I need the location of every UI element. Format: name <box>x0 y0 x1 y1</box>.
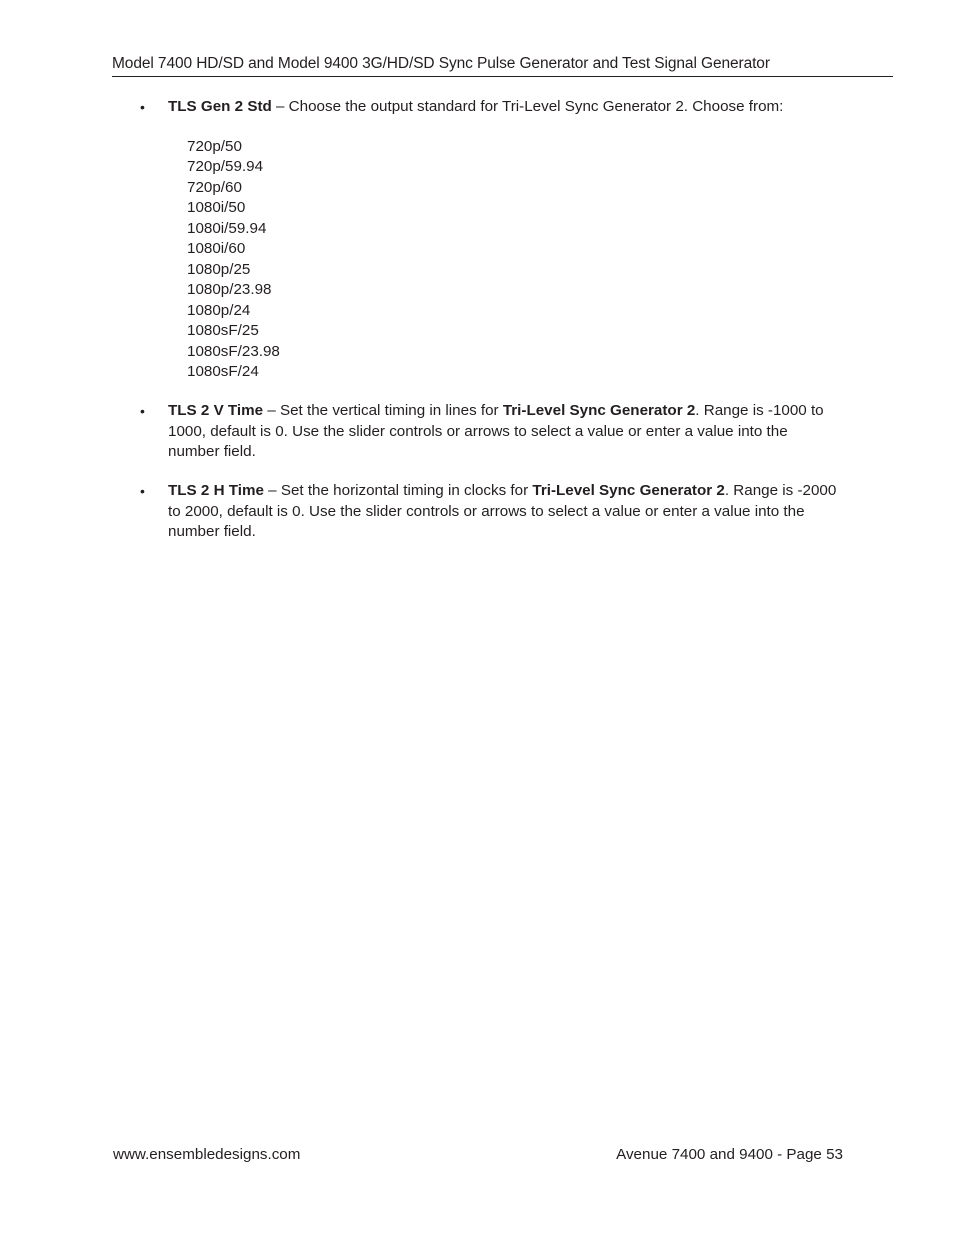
list-item: 720p/59.94 <box>187 158 264 175</box>
bullet-icon: • <box>140 403 145 419</box>
footer-page-number: Avenue 7400 and 9400 - Page 53 <box>616 1146 843 1163</box>
bullet-term: TLS 2 H Time <box>168 482 264 499</box>
list-item: 1080sF/24 <box>187 363 259 380</box>
bullet-item-tls-2-h-time <box>140 481 840 543</box>
document-body <box>140 97 840 561</box>
bullet-description-continued: . Range is -1000 to 1000, default is 0. Use the slider controls or arrows to select a value or enter a value into the number field. <box>168 402 824 460</box>
bullet-text <box>168 401 840 463</box>
list-item: 1080p/23.98 <box>187 281 272 298</box>
bullet-description: – Set the vertical timing in lines for <box>263 402 503 419</box>
list-item: 720p/60 <box>187 178 242 196</box>
bullet-icon: • <box>140 483 145 499</box>
footer-website: www.ensembledesigns.com <box>113 1146 301 1163</box>
list-item: 1080i/59.94 <box>187 219 267 237</box>
list-item: 1080p/24 <box>187 301 251 319</box>
page-header-title: Model 7400 HD/SD and Model 9400 3G/HD/SD Sync Pulse Generator and Test Signal Generator <box>112 55 770 72</box>
list-item: 1080sF/25 <box>187 322 259 339</box>
list-item: 720p/50 <box>187 137 242 155</box>
list-item: 1080p/25 <box>187 260 251 278</box>
bullet-term: TLS Gen 2 Std <box>168 98 272 115</box>
bullet-item-tls-gen-2-std <box>140 97 840 383</box>
bullet-text <box>168 97 840 118</box>
bullet-emphasis: Tri-Level Sync Generator 2 <box>502 402 696 419</box>
header-divider <box>112 76 893 77</box>
bullet-emphasis: Tri-Level Sync Generator 2 <box>532 482 725 499</box>
bullet-description: – Set the horizontal timing in clocks for <box>263 482 533 499</box>
bullet-icon: • <box>140 99 145 115</box>
list-item: 1080sF/23.98 <box>187 342 280 360</box>
bullet-text <box>168 481 840 543</box>
bullet-description: – Choose the output standard for Tri-Level Sync Generator 2. Choose from: <box>271 98 784 115</box>
bullet-description-continued: . Range is -2000 to 2000, default is 0. Use the slider controls or arrows to select a value or enter a value into the number field. <box>168 482 837 540</box>
list-item: 1080i/50 <box>187 199 246 216</box>
list-item: 1080i/60 <box>187 240 246 257</box>
bullet-item-tls-2-v-time <box>140 401 840 463</box>
bullet-term: TLS 2 V Time <box>168 402 264 419</box>
standard-options-list <box>187 137 840 383</box>
